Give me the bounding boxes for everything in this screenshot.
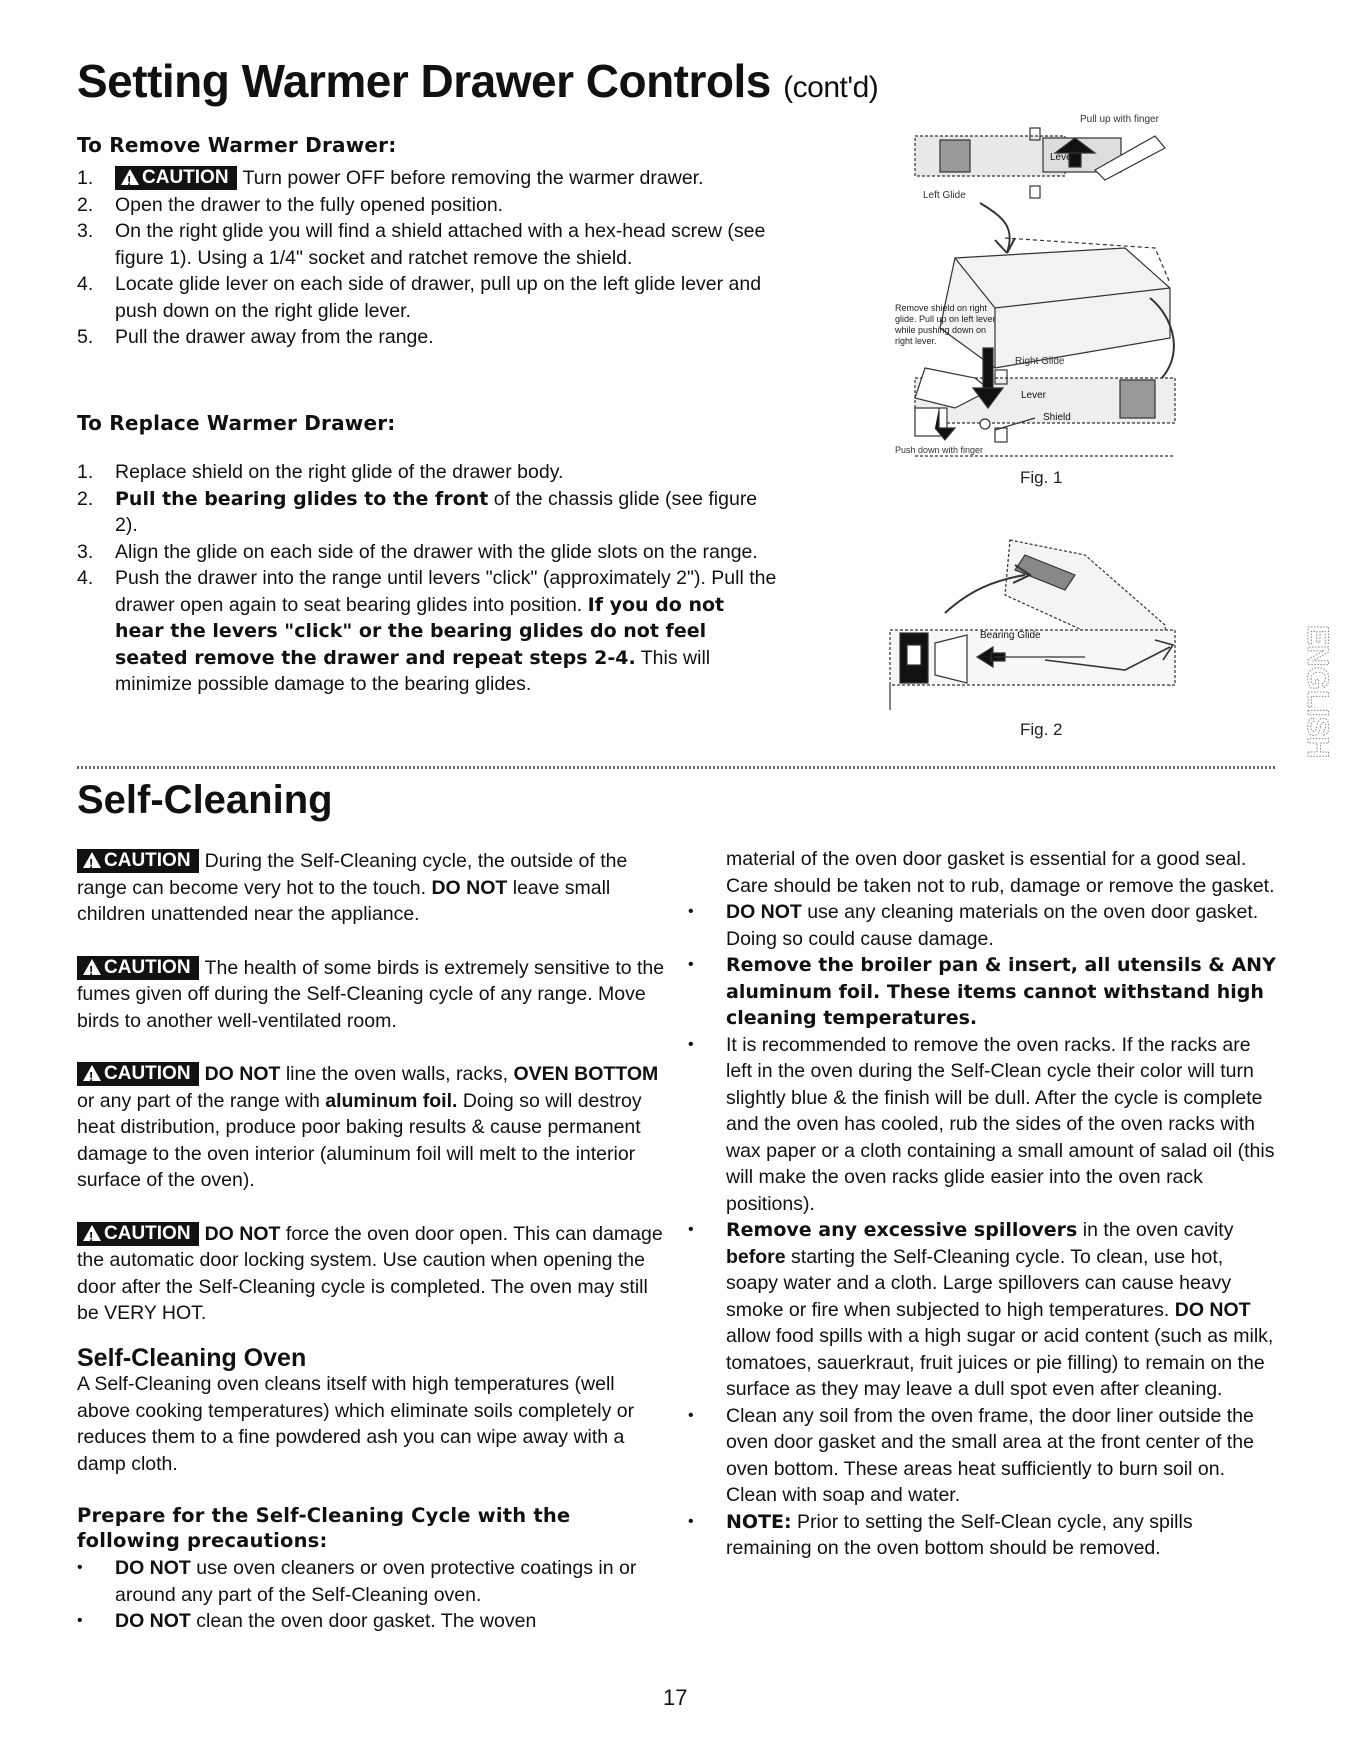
warning-triangle-icon [83,852,101,868]
side-tab-label: ENGLISH [1301,625,1334,759]
precaution-item: • It is recommended to remove the oven racks. If the racks are left in the oven during the Self-Clean cycle their color will turn slightly blue & the finish will be dull. After the cycle is complete and the oven has cooled, rub the sides of the oven racks with wax paper or a cloth containing a small amount of salad oil (this will make the oven racks glide easier into the oven rack positions). [688,1032,1278,1218]
remove-drawer-section [77,133,777,351]
fig2-caption: Fig. 2 [1020,720,1063,739]
remove-step-1: 1. ! CAUTION Turn power OFF before removing the warmer drawer. [77,165,777,192]
caution-badge: ! CAUTION [115,166,237,190]
replace-step-4: 4. Push the drawer into the range until levers "click" (approximately 2"). Pull the drawer open again to seat bearing glides into position. If you do not hear the levers "click" or the bearing glides do not feel seated remove the drawer and repeat steps 2-4. This will minimize possible damage to the bearing glides. [77,567,777,695]
replace-step-3: 3. Align the glide on each side of the drawer with the glide slots on the range. [77,540,758,563]
caution-badge: !CAUTION [77,849,199,873]
precautions-right-list [688,899,1278,1562]
language-side-tab [1288,625,1334,785]
self-cleaning-left-column [77,848,667,1635]
replace-step-1: 1. Replace shield on the right glide of the drawer body. [77,461,564,483]
fig2-bearing-glide-label: Bearing Glide [980,630,1041,641]
precaution-item: • DO NOT use oven cleaners or oven protective coatings in or around any part of the Self-Cleaning oven. [77,1555,667,1608]
finger-icon-fig2 [935,635,967,683]
replace-steps-list [77,459,777,698]
fig1-remove-shield-note: Remove shield on right glide. Pull up on left lever while pushing down on right lever. [895,303,996,346]
page-title: Setting Warmer Drawer Controls (cont'd) [77,55,879,107]
remove-step-5: 5. Pull the drawer away from the range. [77,326,434,348]
fig1-right-glide-label: Right Glide [1015,356,1065,367]
section-divider [77,766,1277,769]
warning-triangle-icon [83,1225,101,1241]
page-number: 17 [663,1685,688,1710]
caution-1: !CAUTION During the Self-Cleaning cycle, the outside of the range can become very hot to the touch. DO NOT leave small children unattended near the appliance. [77,848,667,928]
self-cleaning-oven-text: A Self-Cleaning oven cleans itself with high temperatures (well above cooking temperatures) which eliminate soils completely or reduces them to a fine powdered ash you can wipe away with a damp cloth. [77,1373,635,1475]
remove-step-4: 4. Locate glide lever on each side of drawer, pull up on the left glide lever and push down on the right glide lever. [77,273,762,322]
remove-steps-list [77,165,777,351]
remove-drawer-heading: To Remove Warmer Drawer: [77,133,397,157]
self-cleaning-oven-heading: Self-Cleaning Oven [77,1343,307,1372]
remove-step-3: 3. On the right glide you will find a shield attached with a hex-head screw (see figure 1). Using a 1/4" socket and ratchet remove the shield. [77,220,766,269]
page-title-suffix: (cont'd) [783,71,879,104]
remove-step-2: 2. Open the drawer to the fully opened position. [77,193,504,216]
caution-3: !CAUTION DO NOT line the oven walls, racks, OVEN BOTTOM or any part of the range with aluminum foil. Doing so will destroy heat distribution, produce poor baking results & cause permanent damage to the oven interior (aluminum foil will melt to the interior surface of the oven). [77,1061,667,1194]
figure-2-bearing-glide [885,535,1205,750]
fig1-lever-bottom-label: Lever [1021,390,1047,401]
warning-triangle-icon [121,169,139,185]
replace-step-2: 2. Pull the bearing glides to the front of the chassis glide (see figure 2). [77,487,758,536]
fig1-left-glide-label: Left Glide [923,190,966,201]
self-cleaning-title: Self-Cleaning [77,778,333,822]
precaution-item: • Remove the broiler pan & insert, all utensils & ANY aluminum foil. These items cannot withstand high cleaning temperatures. [688,952,1278,1032]
caution-badge: !CAUTION [77,1062,199,1086]
precaution-item: • Clean any soil from the oven frame, the door liner outside the oven door gasket and the small area at the front center of the oven bottom. These areas heat sufficiently to burn soil on. Clean with soap and water. [688,1403,1278,1509]
fig1-shield-label: Shield [1043,412,1071,423]
warning-triangle-icon [83,959,101,975]
left-glide-clip-lower [1030,186,1040,198]
fig1-pull-up-label: Pull up with finger [1080,114,1159,125]
replace-drawer-heading: To Replace Warmer Drawer: [77,411,396,435]
fig1-push-down-label: Push down with finger [895,445,984,455]
caution-2: !CAUTION The health of some birds is extremely sensitive to the fumes given off during the Self-Cleaning cycle of any range. Move birds to another well-ventilated room. [77,955,667,1035]
precaution-item: • NOTE: Prior to setting the Self-Clean cycle, any spills remaining on the oven bottom should be removed. [688,1509,1278,1562]
left-glide-roller [940,140,970,172]
figure-1-drawer-removal [895,108,1195,528]
warning-triangle-icon [83,1065,101,1081]
precaution-item: • DO NOT use any cleaning materials on the oven door gasket. Doing so could cause damage. [688,899,1278,952]
precautions-left-list [77,1555,667,1635]
fig1-lever-top-label: Lever [1050,152,1076,163]
curved-arrow-left [980,203,1010,253]
gasket-continuation: material of the oven door gasket is essential for a good seal. Care should be taken not to rub, damage or remove the gasket. [726,848,1275,897]
replace-drawer-section [77,411,777,698]
caution-badge: !CAUTION [77,956,199,980]
prepare-heading: Prepare for the Self-Cleaning Cycle with the following precautions: [77,1504,571,1552]
caution-4: !CAUTION DO NOT force the oven door open. This can damage the automatic door locking system. Use caution when opening the door after the Self-Cleaning cycle is completed. The oven may still be VERY HOT. [77,1221,667,1327]
shield-screw [980,419,990,429]
self-cleaning-right-column [688,846,1278,1562]
precaution-item: • DO NOT clean the oven door gasket. The woven [77,1608,667,1635]
precaution-item: • Remove any excessive spillovers in the oven cavity before starting the Self-Cleaning cycle. To clean, use hot, soapy water and a cloth. Large spillovers can cause heavy smoke or fire when subjected to high temperatures. DO NOT allow food spills with a high sugar or acid content (such as milk, tomatoes, sauerkraut, fruit juices or pie filling) to remain on the surface as they may leave a dull spot even after cleaning. [688,1217,1278,1403]
caution-badge: !CAUTION [77,1222,199,1246]
right-glide-roller [1120,380,1155,418]
fig1-caption: Fig. 1 [1020,468,1063,487]
